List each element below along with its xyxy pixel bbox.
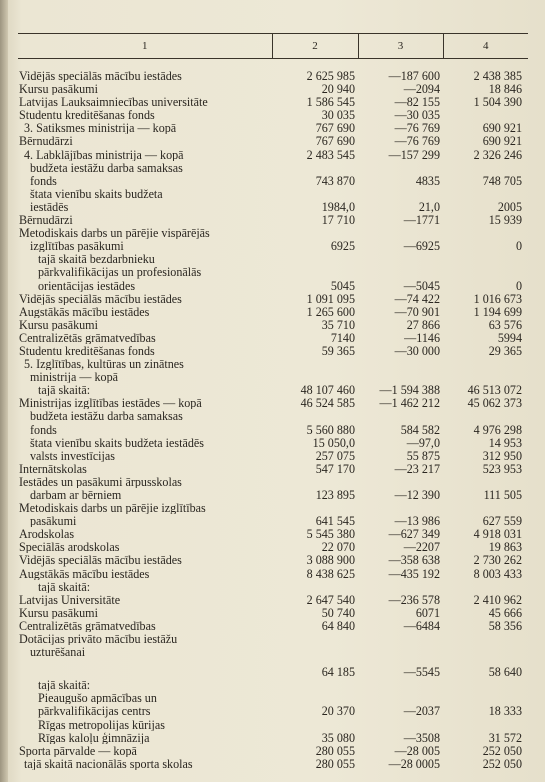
row-label: Kursu pasākumi [19, 317, 98, 331]
table-row [18, 265, 528, 278]
table-row [18, 187, 528, 200]
row-value-col4: 1 504 390 [473, 95, 522, 109]
table-row [18, 292, 528, 305]
column-header-3: 3 [358, 34, 443, 59]
row-value-col3: —1771 [403, 213, 440, 227]
row-value-col4 [443, 357, 528, 370]
table-row [18, 148, 528, 161]
column-header-4: 4 [443, 34, 528, 59]
table-row [18, 553, 528, 566]
row-label: orientācijas iestādes [38, 278, 136, 292]
row-value-col4: 748 705 [482, 173, 522, 187]
row-value-col2: 6925 [330, 239, 355, 253]
column-header-1: 1 [18, 34, 272, 59]
row-value-col3: —1 462 212 [379, 396, 440, 410]
row-value-col4: 8 003 433 [473, 566, 522, 580]
row-value-col4: 15 939 [488, 213, 522, 227]
row-label: Sporta pārvalde — kopā [19, 743, 137, 757]
row-value-col2 [272, 678, 358, 691]
row-label: Kursu pasākumi [19, 605, 98, 619]
row-value-col3: —23 217 [394, 461, 440, 475]
table-row [18, 691, 528, 704]
table-row [18, 580, 528, 593]
row-value-col3: —6925 [403, 239, 440, 253]
table-row [18, 134, 528, 147]
row-value-col3: —627 349 [388, 527, 440, 541]
row-value-col4 [443, 161, 528, 174]
row-value-col4 [443, 108, 528, 121]
row-value-col3: —30 000 [394, 343, 440, 358]
row-value-col4: 1 194 699 [473, 304, 522, 318]
row-value-col4: 312 950 [482, 448, 522, 462]
row-value-col4 [443, 645, 528, 658]
row-label: štata vienību skaits budžeta [30, 186, 163, 200]
row-value-col2: 35 080 [321, 730, 355, 744]
row-value-col2 [272, 580, 358, 593]
row-label: Vidējās speciālās mācību iestādes [19, 291, 182, 305]
table-body [18, 59, 528, 770]
row-value-col4: 690 921 [482, 134, 522, 148]
row-value-col3: 27 866 [406, 317, 440, 331]
row-value-col3 [358, 501, 443, 514]
row-value-col2 [272, 357, 358, 370]
row-value-col4: 0 [515, 239, 522, 253]
row-value-col2: 3 088 900 [306, 553, 355, 567]
row-value-col4: 627 559 [482, 514, 522, 528]
row-value-col2 [272, 370, 358, 383]
row-label: tajā skaitā: [38, 579, 91, 593]
table-row [18, 121, 528, 134]
row-value-col2 [272, 265, 358, 278]
row-value-col3: 4835 [415, 173, 440, 187]
row-value-col2: 5045 [330, 278, 355, 292]
row-label: Metodiskais darbs un pārējie izglītības [19, 501, 206, 515]
row-label: Vidējās speciālās mācību iestādes [19, 553, 182, 567]
row-value-col2: 2 647 540 [306, 592, 355, 606]
row-value-col2 [272, 718, 358, 731]
row-value-col4 [443, 632, 528, 645]
row-label: tajā skaitā: [38, 383, 91, 397]
row-value-col4 [443, 475, 528, 488]
row-value-col2: 2 483 545 [306, 147, 355, 161]
row-value-col2 [272, 226, 358, 239]
row-value-col3: —435 192 [388, 566, 440, 580]
row-label: izglītības pasākumi [30, 239, 124, 253]
row-label: Arodskolas [19, 527, 75, 541]
row-value-col4: 2 326 246 [473, 147, 522, 161]
table-row [18, 252, 528, 265]
row-label: pārkvalifikācijas un profesionālās [38, 265, 202, 279]
table-row [18, 718, 528, 731]
table-row [18, 462, 528, 475]
row-label: Centralizētās grāmatvedības [19, 618, 156, 633]
row-value-col2: 280 055 [315, 756, 355, 770]
row-value-col3: 55 875 [406, 448, 440, 462]
row-value-col2: 7140 [330, 330, 355, 344]
table-row [18, 731, 528, 744]
table-row [18, 239, 528, 252]
row-value-col4 [443, 370, 528, 383]
table-row [18, 370, 528, 383]
row-label: Speciālās arodskolas [19, 540, 120, 554]
row-value-col3: —82 155 [394, 95, 440, 109]
table-row [18, 645, 528, 658]
row-value-col2: 20 940 [321, 82, 355, 96]
row-value-col2 [272, 475, 358, 488]
row-value-col3: —13 986 [394, 514, 440, 528]
row-value-col4: 19 863 [488, 540, 522, 554]
table-row [18, 357, 528, 370]
table-row [18, 409, 528, 422]
table-row [18, 527, 528, 540]
row-value-col3 [358, 580, 443, 593]
row-value-col3 [358, 718, 443, 731]
table-row [18, 331, 528, 344]
row-value-col4: 29 365 [488, 343, 522, 358]
row-value-col3 [358, 161, 443, 174]
table-row [18, 95, 528, 108]
row-value-col3: —5045 [403, 278, 440, 292]
row-value-col4: 58 640 [488, 665, 522, 679]
row-label: Bērnudārzi [19, 213, 73, 227]
row-value-col4 [443, 252, 528, 265]
table-row [18, 632, 528, 645]
row-label: darbam ar bērniem [30, 488, 122, 502]
row-label: ministrija — kopā [30, 370, 119, 384]
row-value-col2: 17 710 [321, 213, 355, 227]
table-row [18, 449, 528, 462]
row-value-col4: 4 918 031 [473, 527, 522, 541]
row-label: 3. Satiksmes ministrija — kopā [24, 121, 177, 135]
row-label: štata vienību skaits budžeta iestādēs [30, 435, 204, 449]
row-value-col2: 59 365 [321, 343, 355, 358]
row-label: budžeta iestāžu darba samaksas [30, 160, 183, 174]
table-row [18, 514, 528, 527]
table-row [18, 606, 528, 619]
row-value-col4 [443, 226, 528, 239]
table-row [18, 213, 528, 226]
row-value-col2 [272, 691, 358, 704]
row-value-col2: 22 070 [321, 540, 355, 554]
table-row [18, 704, 528, 717]
row-value-col2: 743 870 [315, 173, 355, 187]
table-row [18, 567, 528, 580]
table-row [18, 108, 528, 121]
book-spine-shadow [0, 0, 8, 782]
table-row [18, 658, 528, 678]
row-value-col2: 280 055 [315, 743, 355, 757]
row-value-col4: 2 438 385 [473, 69, 522, 83]
row-value-col2 [272, 187, 358, 200]
row-value-col2: 1984,0 [321, 199, 355, 214]
row-label: Pieaugušo apmācības un [38, 691, 157, 705]
row-value-col4: 111 505 [483, 488, 522, 502]
row-value-col3 [358, 357, 443, 370]
row-value-col3: —74 422 [394, 291, 440, 305]
row-value-col3: 21,0 [418, 199, 440, 214]
column-header-2: 2 [272, 34, 358, 59]
row-value-col3: —3508 [403, 730, 440, 744]
row-label: tajā skaitā nacionālās sporta skolas [24, 756, 193, 770]
row-label: Studentu kreditēšanas fonds [19, 343, 155, 358]
row-value-col3: —5545 [403, 665, 440, 679]
row-value-col4 [443, 678, 528, 691]
row-value-col4: 63 576 [488, 317, 522, 331]
row-value-col4: 252 050 [482, 743, 522, 757]
row-value-col2: 46 524 585 [300, 396, 355, 410]
row-value-col3: —97,0 [406, 435, 440, 449]
row-value-col4: 46 513 072 [467, 383, 522, 397]
row-value-col3: —12 390 [394, 488, 440, 502]
row-value-col2: 30 035 [321, 108, 355, 122]
row-value-col3 [358, 632, 443, 645]
row-value-col2: 64 840 [321, 618, 355, 633]
row-value-col4 [443, 187, 528, 200]
row-value-col4: 2005 [497, 199, 522, 214]
row-value-col2: 2 625 985 [306, 69, 355, 83]
table-row [18, 279, 528, 292]
row-value-col4: 31 572 [488, 730, 522, 744]
row-value-col4 [443, 718, 528, 731]
row-value-col3: —70 901 [394, 304, 440, 318]
table-row [18, 475, 528, 488]
row-label: Augstākās mācību iestādes [19, 566, 150, 580]
row-value-col3: 6071 [415, 605, 440, 619]
row-value-col3: —76 769 [394, 121, 440, 135]
row-value-col3 [358, 187, 443, 200]
row-value-col2 [272, 501, 358, 514]
row-value-col3: —157 299 [388, 147, 440, 161]
row-label: Internātskolas [19, 461, 87, 475]
table-row [18, 396, 528, 409]
row-label: pasākumi [30, 514, 77, 528]
table-row [18, 161, 528, 174]
row-value-col3: —358 638 [388, 553, 440, 567]
row-label: Rīgas metropolijas kūrijas [38, 717, 165, 731]
row-value-col2: 64 185 [321, 665, 355, 679]
row-value-col2: 5 545 380 [306, 527, 355, 541]
row-value-col3 [358, 678, 443, 691]
row-value-col2: 15 050,0 [312, 435, 355, 449]
row-label: Dotācijas privāto mācību iestāžu [19, 632, 178, 646]
table-row [18, 318, 528, 331]
row-value-col2: 767 690 [315, 121, 355, 135]
row-label: fonds [30, 173, 57, 187]
row-label: Ministrijas izglītības iestādes — kopā [19, 396, 202, 410]
table-row [18, 344, 528, 357]
row-value-col4 [443, 409, 528, 422]
row-label: Latvijas Universitāte [19, 592, 121, 606]
row-label: tajā skaitā bezdarbnieku [38, 252, 155, 266]
row-value-col3 [358, 409, 443, 422]
row-value-col2: 20 370 [321, 704, 355, 718]
row-value-col3: —2207 [403, 540, 440, 554]
row-value-col2: 641 545 [315, 514, 355, 528]
row-value-col2 [272, 252, 358, 265]
row-value-col2: 5 560 880 [306, 422, 355, 436]
row-value-col4: 14 953 [488, 435, 522, 449]
row-value-col2: 257 075 [315, 448, 355, 462]
row-label [18, 658, 272, 678]
row-value-col3 [358, 370, 443, 383]
row-value-col4: 2 410 962 [473, 592, 522, 606]
row-value-col3: —6484 [403, 618, 440, 633]
row-value-col3 [358, 252, 443, 265]
row-value-col4: 2 730 262 [473, 553, 522, 567]
row-value-col3: —1146 [404, 330, 440, 344]
table-row [18, 200, 528, 213]
row-value-col4 [443, 691, 528, 704]
row-value-col2: 547 170 [315, 461, 355, 475]
row-value-col4 [443, 580, 528, 593]
row-value-col4: 18 333 [488, 704, 522, 718]
row-value-col3: —236 578 [388, 592, 440, 606]
table-row [18, 540, 528, 553]
table-row [18, 174, 528, 187]
row-value-col3: —30 035 [394, 108, 440, 122]
row-value-col3: —2094 [403, 82, 440, 96]
row-value-col4 [443, 265, 528, 278]
row-label: Augstākās mācību iestādes [19, 304, 150, 318]
row-value-col2: 1 586 545 [306, 95, 355, 109]
table-row [18, 757, 528, 770]
row-value-col4 [443, 501, 528, 514]
row-value-col2: 767 690 [315, 134, 355, 148]
row-value-col2 [272, 161, 358, 174]
table-header [18, 34, 528, 59]
row-value-col2 [272, 409, 358, 422]
row-value-col3: —76 769 [394, 134, 440, 148]
table-row [18, 678, 528, 691]
row-label: uzturēšanai [30, 645, 86, 659]
row-label: Kursu pasākumi [19, 82, 98, 96]
row-value-col4: 252 050 [482, 756, 522, 770]
row-value-col3: —187 600 [388, 69, 440, 83]
row-label: iestādēs [30, 199, 69, 214]
row-value-col4: 45 666 [488, 605, 522, 619]
row-value-col4: 45 062 373 [467, 396, 522, 410]
row-label: 5. Izglītības, kultūras un zinātnes [24, 357, 184, 371]
row-value-col2: 35 710 [321, 317, 355, 331]
row-value-col2: 8 438 625 [306, 566, 355, 580]
row-label: Bērnudārzi [19, 134, 73, 148]
row-value-col3 [358, 691, 443, 704]
table-row [18, 488, 528, 501]
row-value-col3 [358, 645, 443, 658]
row-label: Iestādes un pasākumi ārpusskolas [19, 474, 182, 488]
table-row [18, 423, 528, 436]
row-value-col4: 523 953 [482, 461, 522, 475]
row-label: fonds [30, 422, 57, 436]
row-value-col3: —2037 [403, 704, 440, 718]
row-value-col2 [272, 632, 358, 645]
row-value-col4: 0 [515, 278, 522, 292]
table-row [18, 383, 528, 396]
row-value-col2: 48 107 460 [300, 383, 355, 397]
row-label: Centralizētās grāmatvedības [19, 330, 156, 344]
row-value-col4: 18 846 [488, 82, 522, 96]
table-row [18, 226, 528, 239]
row-label: Studentu kreditēšanas fonds [19, 108, 155, 122]
table-row [18, 436, 528, 449]
row-value-col3 [358, 265, 443, 278]
row-value-col2: 1 091 095 [306, 291, 355, 305]
row-value-col4: 58 356 [488, 618, 522, 633]
table-row [18, 305, 528, 318]
row-value-col2: 1 265 600 [306, 304, 355, 318]
table-row [18, 501, 528, 514]
row-label: Vidējās speciālās mācību iestādes [19, 69, 182, 83]
row-label: Metodiskais darbs un pārējie vispārējās [19, 226, 210, 240]
row-label: 4. Labklājības ministrija — kopā [24, 147, 184, 161]
row-label: budžeta iestāžu darba samaksas [30, 409, 183, 423]
budget-table [18, 33, 528, 770]
row-value-col3: —28 0005 [388, 756, 440, 770]
row-value-col4: 690 921 [482, 121, 522, 135]
table-row [18, 619, 528, 632]
table-row [18, 69, 528, 82]
row-label: tajā skaitā: [38, 678, 91, 692]
table-row [18, 744, 528, 757]
table-row [18, 593, 528, 606]
row-label: valsts investīcijas [30, 448, 115, 462]
row-value-col3: 584 582 [400, 422, 440, 436]
row-value-col3: —28 005 [394, 743, 440, 757]
row-label: Rīgas kaloļu ģimnāzija [38, 730, 150, 744]
row-value-col4: 1 016 673 [473, 291, 522, 305]
table-row [18, 82, 528, 95]
row-label: Latvijas Lauksaimniecības universitāte [19, 95, 208, 109]
row-value-col4: 5994 [497, 330, 522, 344]
row-label: pārkvalifikācijas centrs [38, 704, 151, 718]
row-value-col2 [272, 645, 358, 658]
row-value-col3 [358, 226, 443, 239]
row-value-col2: 50 740 [321, 605, 355, 619]
row-value-col2: 123 895 [315, 488, 355, 502]
row-value-col4: 4 976 298 [473, 422, 522, 436]
row-value-col3: —1 594 388 [379, 383, 440, 397]
row-value-col3 [358, 475, 443, 488]
